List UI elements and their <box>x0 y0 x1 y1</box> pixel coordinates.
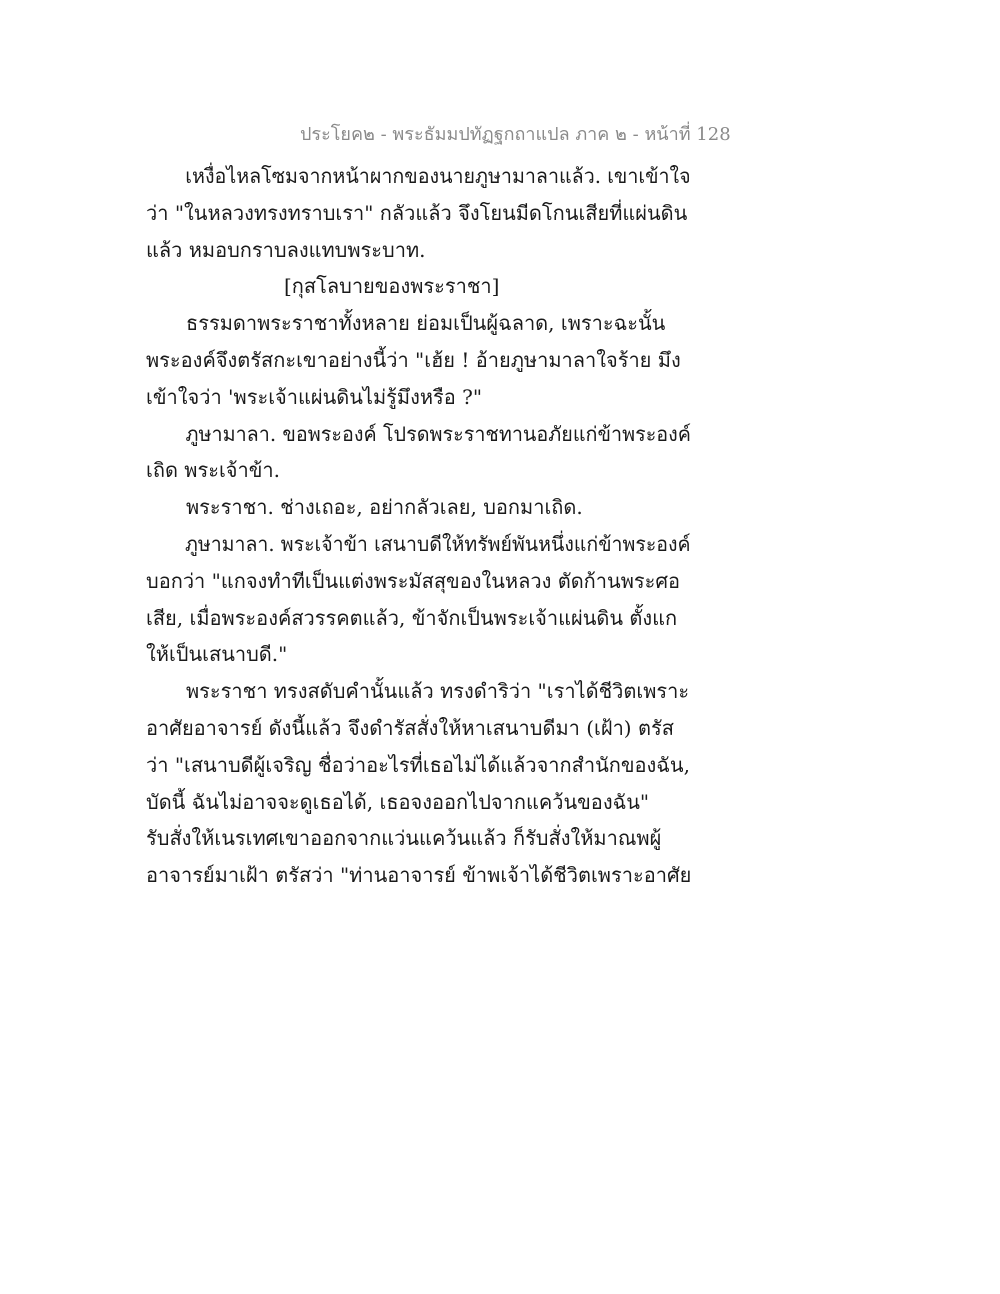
text-line: อาจารย์มาเฝ้า ตรัสว่า "ท่านอาจารย์ ข้าพเจ้าได้ชีวิตเพราะอาศัย <box>146 863 692 888</box>
text-line: พระองค์จึงตรัสกะเขาอย่างนี้ว่า "เฮ้ย ! อ้ายภูษามาลาใจร้าย มึง <box>146 347 681 372</box>
text-line: เข้าใจว่า 'พระเจ้าแผ่นดินไม่รู้มึงหรือ ?" <box>146 384 483 409</box>
text-line: บัดนี้ ฉันไม่อาจจะดูเธอได้, เธอจงออกไปจากแคว้นของฉัน" <box>146 789 650 814</box>
text-line: ว่า "ในหลวงทรงทราบเรา" กลัวแล้ว จึงโยนมีดโกนเสียที่แผ่นดิน <box>146 200 688 225</box>
text-line: ว่า "เสนาบดีผู้เจริญ ชื่อว่าอะไรที่เธอไม่ได้แล้วจากสำนักของฉัน, <box>146 752 690 777</box>
text-line: รับสั่งให้เนรเทศเขาออกจากแว่นแคว้นแล้ว ก็รับสั่งให้มาณพผู้ <box>146 826 662 851</box>
text-line: พระราชา ทรงสดับคำนั้นแล้ว ทรงดำริว่า "เราได้ชีวิตเพราะ <box>186 679 690 704</box>
text-line: เหงื่อไหลโซมจากหน้าผากของนายภูษามาลาแล้ว. เขาเข้าใจ <box>185 164 691 188</box>
text-line: อาศัยอาจารย์ ดังนี้แล้ว จึงดำรัสสั่งให้หาเสนาบดีมา (เฝ้า) ตรัส <box>146 715 674 740</box>
text-line: ภูษามาลา. ขอพระองค์ โปรดพระราชทานอภัยแก่ข้าพระองค์ <box>185 421 692 446</box>
text-line: พระราชา. ช่างเถอะ, อย่ากลัวเลย, บอกมาเถิด. <box>186 495 583 520</box>
text-line: แล้ว หมอบกราบลงแทบพระบาท. <box>146 237 426 262</box>
text-line: เสีย, เมื่อพระองค์สวรรคตแล้ว, ข้าจักเป็นพระเจ้าแผ่นดิน ตั้งแก <box>146 605 678 630</box>
text-line: ธรรมดาพระราชาทั้งหลาย ย่อมเป็นผู้ฉลาด, เพราะฉะนั้น <box>186 311 666 336</box>
text-line: บอกว่า "แกจงทำทีเป็นแต่งพระมัสสุของในหลวง ตัดก้านพระศอ <box>146 568 681 593</box>
body-text <box>146 158 692 894</box>
text-line: ให้เป็นเสนาบดี." <box>146 642 288 667</box>
text-line: เถิด พระเจ้าข้า. <box>146 458 281 483</box>
text-line: ภูษามาลา. พระเจ้าข้า เสนาบดีให้ทรัพย์พันหนึ่งแก่ข้าพระองค์ <box>185 531 691 556</box>
section-heading: [กุสโลบายของพระราชา] <box>284 274 500 299</box>
running-header: ประโยค๒ - พระธัมมปทัฏฐกถาแปล ภาค ๒ - หน้าที่ 128 <box>300 124 731 145</box>
